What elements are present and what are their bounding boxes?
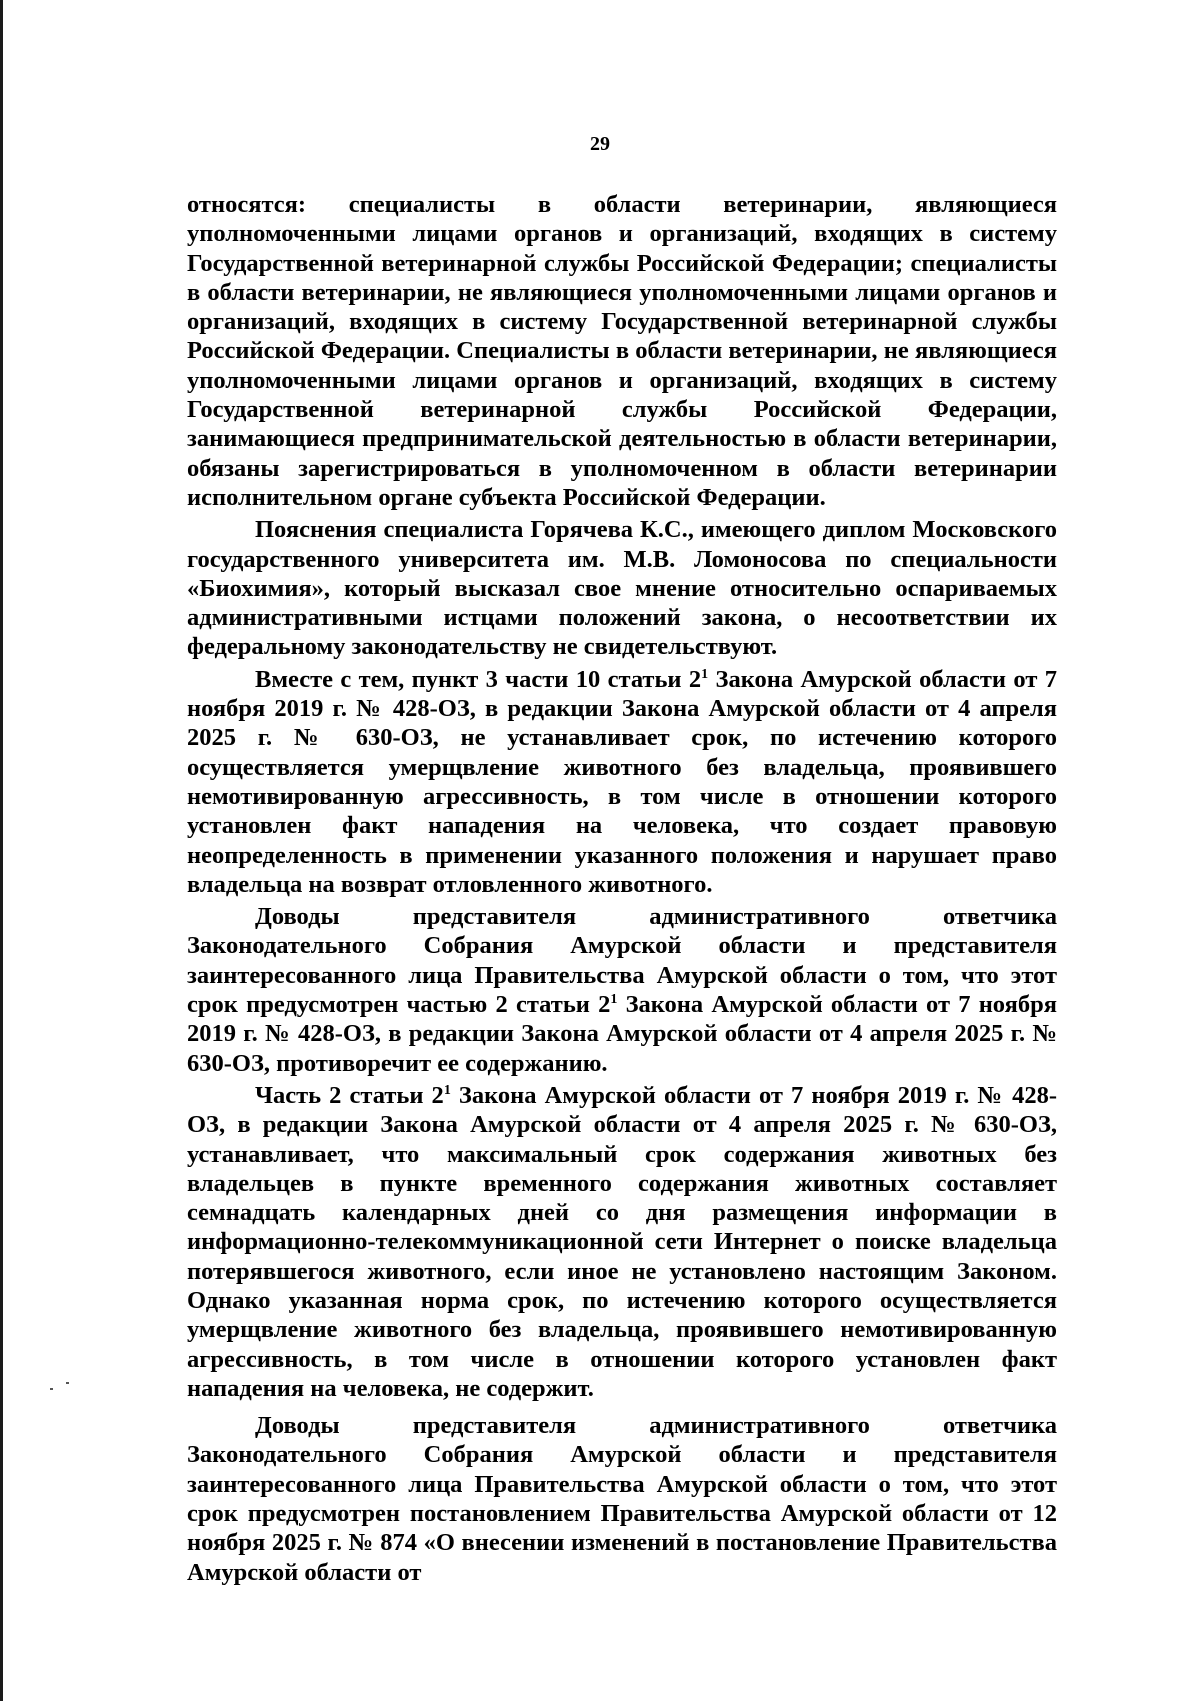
superscript-mark: 1: [610, 991, 618, 1007]
paragraph-veterinary-specialists: [187, 190, 1057, 512]
paragraph-part-two-content: [187, 1081, 1057, 1403]
paragraph-specialist-explanation: [187, 515, 1057, 661]
scan-edge: [0, 0, 3, 1701]
paragraph-text: Закона Амурской области от 7 ноября 2019 г. № 428-ОЗ, в редакции Закона Амурской области от 4 апреля 2025 г. № 630-ОЗ, не устанавливает срок, по истечению которого осуществляется умерщвление животного без владельца, проявившего немотивированную агрессивность, в том числе в отношении которого установлен факт нападения на человека, что создает правовую неопределенность в применении указанного положения и нарушает право владельца на возврат отловленного животного.: [187, 665, 1057, 898]
superscript-mark: 1: [701, 666, 709, 682]
paragraph-respondent-arguments: [187, 902, 1057, 1078]
page-number: 29: [590, 133, 610, 155]
paragraph-text: Закона Амурской области от 7 ноября 2019 г. № 428-ОЗ, в редакции Закона Амурской области от 4 апреля 2025 г. № 630-ОЗ, устанавливает, что максимальный срок содержания животных без владельцев в пункте временного содержания животных составляет семнадцать календарных дней со дня размещения информации в информационно-телекоммуникационной сети Интернет о поиске владельца потерявшегося животного, если иное не установлено настоящим Законом. Однако указанная норма срок, по истечению которого осуществляется умерщвление животного без владельца, проявившего немотивированную агрессивность, в том числе в отношении которого установлен факт нападения на человека, не содержит.: [187, 1081, 1057, 1402]
paragraph-text: Доводы представителя административного ответчика Законодательного Собрания Амурской области и представителя заинтересованного лица Правительства Амурской области о том, что этот срок предусмотрен постановлением Правительства Амурской области от 12 ноября 2025 г. № 874 «О внесении изменений в постановление Правительства Амурской области от: [187, 1412, 1057, 1586]
paragraph-text: Пояснения специалиста Горячева К.С., имеющего диплом Московского государственного университета им. М.В. Ломоносова по специальности «Биохимия», который высказал свое мнение относительно оспариваемых административными истцами положений закона, о несоответствии их федеральному законодательству не свидетельствуют.: [187, 516, 1057, 661]
document-body: [187, 190, 1057, 1587]
paragraph-text: относятся: специалисты в области ветеринарии, являющиеся уполномоченными лицами органов и организаций, входящих в систему Государственной ветеринарной службы Российской Федерации; специалисты в области ветеринарии, не являющиеся уполномоченными лицами органов и организаций, входящих в систему Государственной ветеринарной службы Российской Федерации. Специалисты в области ветеринарии, не являющиеся уполномоченными лицами органов и организаций, входящих в систему Государственной ветеринарной службы Российской Федерации, занимающиеся предпринимательской деятельностью в области ветеринарии, обязаны зарегистрироваться в уполномоченном в области ветеринарии исполнительном органе субъекта Российской Федерации.: [187, 191, 1057, 511]
paragraph-text: Доводы представителя административного ответчика Законодательного Собрания Амурской области и представителя заинтересованного лица Правительства Амурской области о том, что этот срок предусмотрен частью 2 статьи 2: [187, 903, 1057, 1019]
scan-speck: [50, 1388, 53, 1390]
paragraph-text: Часть 2 статьи 2: [255, 1081, 444, 1109]
paragraph-text: Вместе с тем, пункт 3 части 10 статьи 2: [255, 665, 702, 693]
paragraph-legal-uncertainty: [187, 665, 1057, 899]
paragraph-text: Закона Амурской области от 7 ноября 2019 г. № 428-ОЗ, в редакции Закона Амурской области от 4 апреля 2025 г. № 630-ОЗ, противоречит ее содержанию.: [187, 991, 1057, 1077]
superscript-mark: 1: [443, 1082, 451, 1098]
scan-speck: [66, 1382, 69, 1384]
paragraph-government-decree: [187, 1411, 1057, 1587]
